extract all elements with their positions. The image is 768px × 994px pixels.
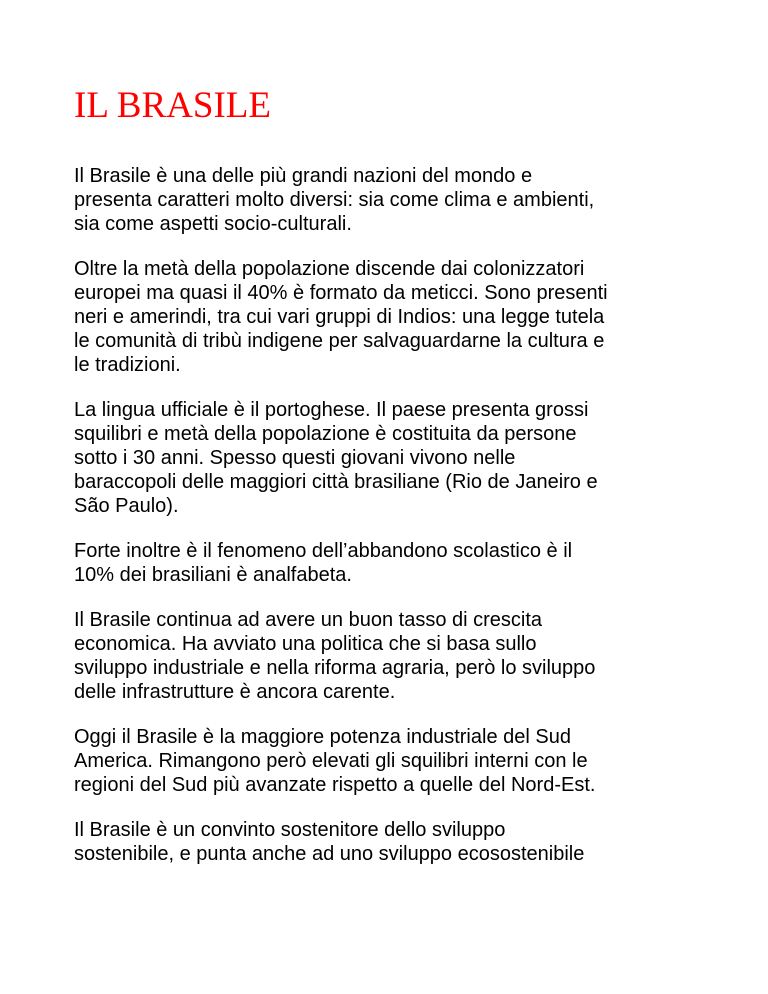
paragraph-5 <box>74 608 714 704</box>
paragraph-line: le comunità di tribù indigene per salvaguardarne la cultura e <box>74 330 605 352</box>
paragraph-2 <box>74 257 714 377</box>
document-body <box>74 164 714 887</box>
document-title: IL BRASILE <box>74 85 271 126</box>
paragraph-7 <box>74 818 714 866</box>
paragraph-line: regioni del Sud più avanzate rispetto a quelle del Nord-Est. <box>74 774 596 796</box>
paragraph-line: Oggi il Brasile è la maggiore potenza industriale del Sud <box>74 726 571 748</box>
paragraph-line: baraccopoli delle maggiori città brasiliane (Rio de Janeiro e <box>74 471 598 493</box>
paragraph-line: economica. Ha avviato una politica che si basa sullo <box>74 633 537 655</box>
paragraph-line: sviluppo industriale e nella riforma agraria, però lo sviluppo <box>74 657 596 679</box>
paragraph-line: delle infrastrutture è ancora carente. <box>74 681 396 703</box>
paragraph-line: 10% dei brasiliani è analfabeta. <box>74 564 352 586</box>
paragraph-line: presenta caratteri molto diversi: sia come clima e ambienti, <box>74 189 595 211</box>
paragraph-line: São Paulo). <box>74 495 179 517</box>
paragraph-line: Forte inoltre è il fenomeno dell’abbandono scolastico è il <box>74 540 573 562</box>
paragraph-line: Oltre la metà della popolazione discende dai colonizzatori <box>74 258 585 280</box>
paragraph-4 <box>74 539 714 587</box>
paragraph-line: neri e amerindi, tra cui vari gruppi di Indios: una legge tutela <box>74 306 605 328</box>
paragraph-3 <box>74 398 714 518</box>
paragraph-line: sotto i 30 anni. Spesso questi giovani vivono nelle <box>74 447 516 469</box>
paragraph-line: le tradizioni. <box>74 354 181 376</box>
paragraph-line: sostenibile, e punta anche ad uno sviluppo ecosostenibile <box>74 843 585 865</box>
paragraph-line: America. Rimangono però elevati gli squilibri interni con le <box>74 750 588 772</box>
paragraph-line: squilibri e metà della popolazione è costituita da persone <box>74 423 577 445</box>
paragraph-line: Il Brasile è un convinto sostenitore dello sviluppo <box>74 819 506 841</box>
paragraph-line: europei ma quasi il 40% è formato da meticci. Sono presenti <box>74 282 608 304</box>
paragraph-line: Il Brasile è una delle più grandi nazioni del mondo e <box>74 165 533 187</box>
paragraph-1 <box>74 164 714 236</box>
paragraph-line: La lingua ufficiale è il portoghese. Il paese presenta grossi <box>74 399 589 421</box>
paragraph-line: sia come aspetti socio-culturali. <box>74 213 352 235</box>
paragraph-line: Il Brasile continua ad avere un buon tasso di crescita <box>74 609 543 631</box>
paragraph-6 <box>74 725 714 797</box>
